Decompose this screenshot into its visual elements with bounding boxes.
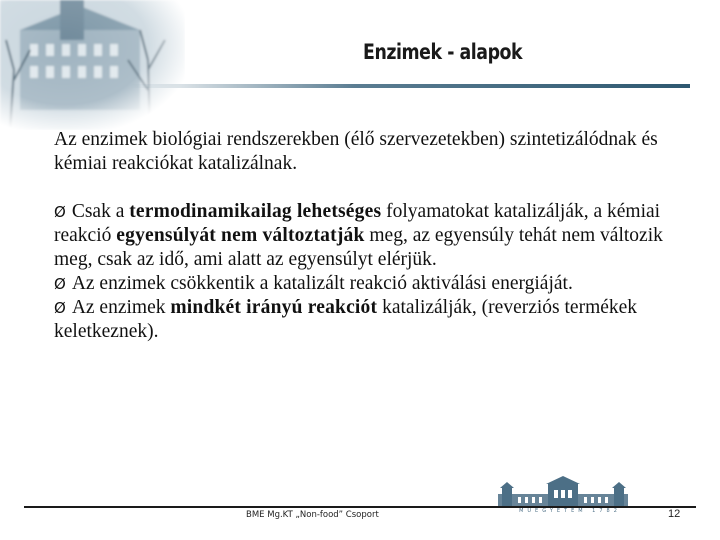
logo-caption: MŰEGYETEM 1782 [519,508,621,514]
bullet-bold-text: mindkét irányú reakciót [170,297,378,318]
bullet-text: Az enzimek [71,297,171,318]
bullet-text: meg, az egyensúly tehát nem változik meg, csak az idő, ami alatt az egyensúlyt elérjük. [54,225,663,270]
bullet-text: Az enzimek csökkentik a katalizált reakció aktiválási energiáját. [71,273,573,294]
arrow-bullet-icon: Ø [54,299,66,317]
page-number: 12 [668,508,681,520]
slide-body [54,128,674,344]
bullet-activation-energy [54,272,674,296]
intro-paragraph: Az enzimek biológiai rendszerekben (élő szervezetekben) szintetizálódnak és kémiai reakciókat katalizálnak. [54,129,658,174]
bullet-both-directions [54,296,674,344]
building-photo [0,0,185,130]
bullet-text: Csak a [71,201,130,222]
bullet-bold-text: termodinamikailag lehetséges [129,201,382,222]
bullet-bold-text: egyensúlyát nem változtatják [116,225,365,246]
bullet-text: katalizálják, (reverziós termékek keletkeznek). [54,297,638,342]
arrow-bullet-icon: Ø [54,203,66,221]
footer-divider [24,506,696,508]
slide-title: Enzimek - alapok [363,40,523,64]
arrow-bullet-icon: Ø [54,275,66,293]
title-underline [130,84,690,88]
bullet-thermodynamics [54,200,674,272]
footer-text: BME Mg.KT „Non-food” Csoport [246,510,379,520]
bullet-text: folyamatokat katalizálják, a kémiai reakció [54,201,661,246]
